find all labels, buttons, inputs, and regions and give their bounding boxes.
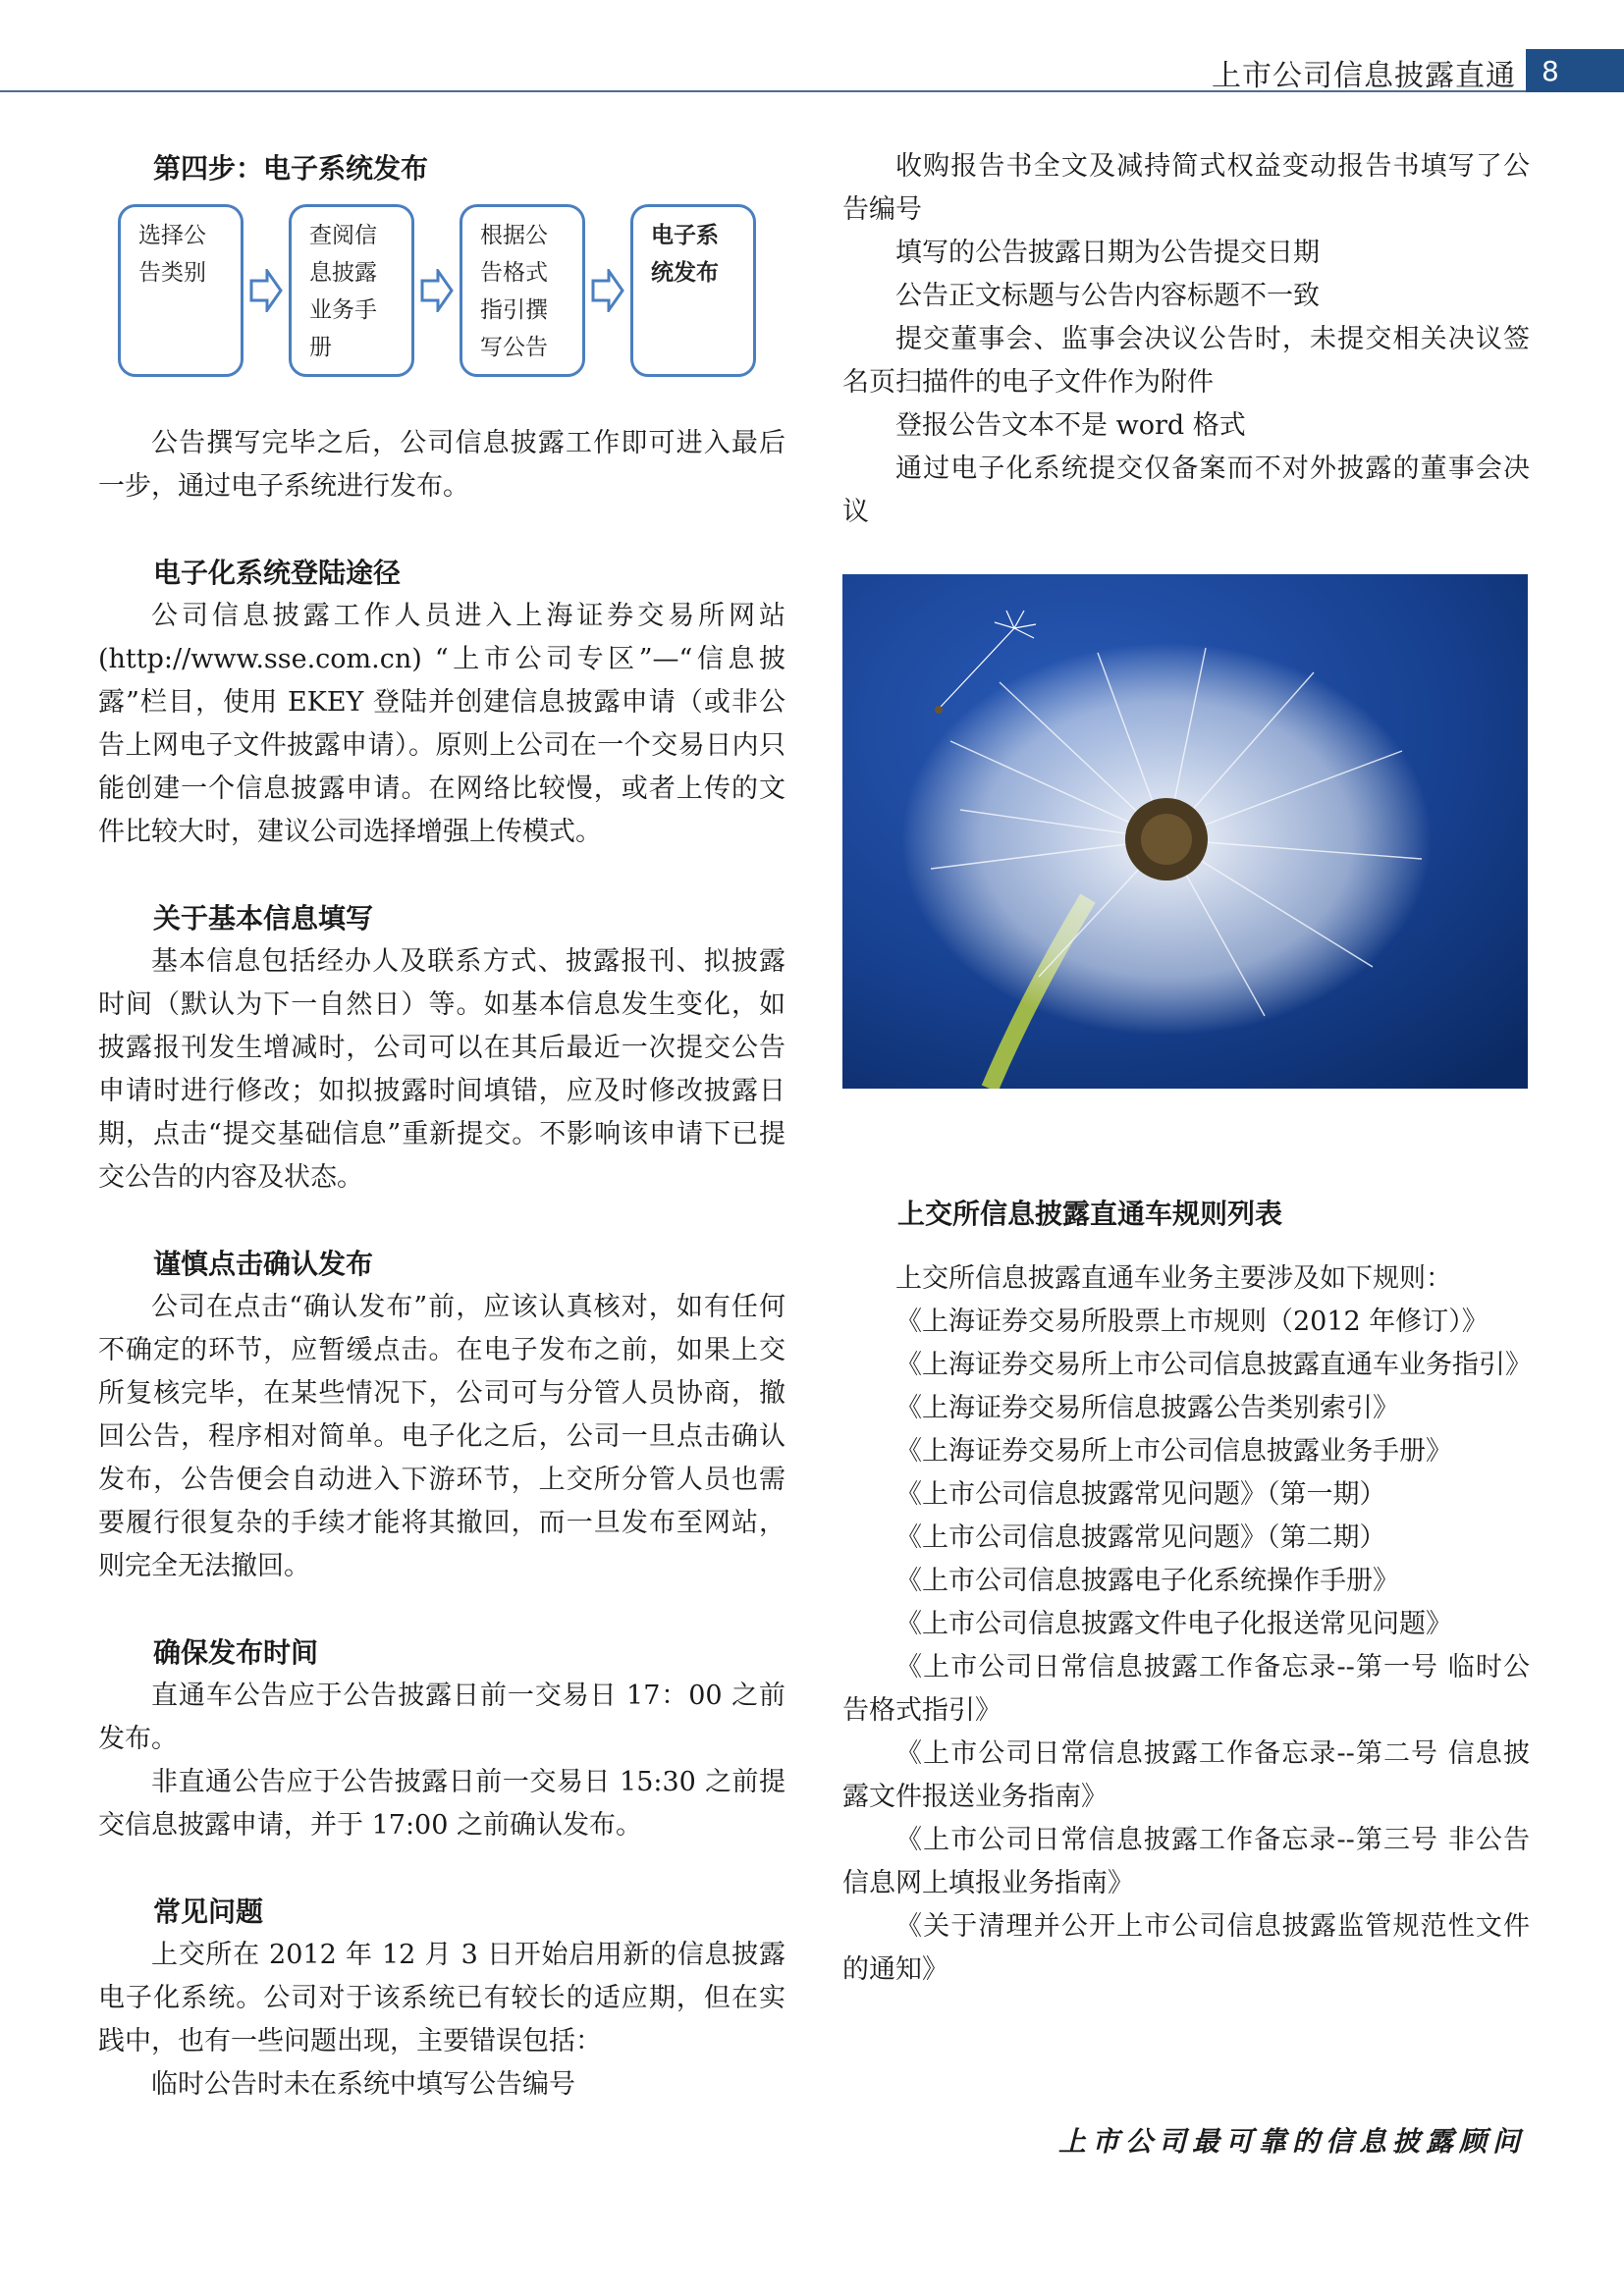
footer-slogan: 上市公司最可靠的信息披露顾问	[1057, 2125, 1526, 2158]
rule-item: 《上海证券交易所股票上市规则（2012 年修订）》	[895, 1307, 1489, 1337]
rules-section	[842, 1193, 1530, 1992]
left-column	[98, 147, 785, 2107]
publish-flow-diagram	[98, 204, 785, 400]
confirm-section-body: 公司在点击“确认发布”前，应该认真核对，如有任何不确定的环节，应暂缓点击。在电子发布之前，如果上交所复核完毕，在某些情况下，公司可与分管人员协商，撤回公告，程序相对简单。电子化之后，公司一旦点击确认发布，公告便会自动进入下游环节，上交所分管人员也需要履行很复杂的手续才能将其撤回，而一旦发布至网站，则完全无法撤回。	[98, 1292, 785, 1581]
rule-item: 《上海证券交易所上市公司信息披露业务手册》	[895, 1436, 1452, 1467]
faq-error-item: 临时公告时未在系统中填写公告编号	[151, 2069, 575, 2100]
time-section-body-1: 直通车公告应于公告披露日前一交易日 17：00 之前发布。	[98, 1681, 785, 1754]
intro-paragraph: 公告撰写完毕之后，公司信息披露工作即可进入最后一步，通过电子系统进行发布。	[98, 428, 785, 502]
rule-item: 《上市公司信息披露电子化系统操作手册》	[895, 1566, 1399, 1596]
rules-title: 上交所信息披露直通车规则列表	[897, 1198, 1283, 1230]
flow-arrow-icon	[249, 269, 283, 312]
error-item: 通过电子化系统提交仅备案而不对外披露的董事会决议	[842, 454, 1530, 527]
rule-item: 《上海证券交易所上市公司信息披露直通车业务指引》	[895, 1350, 1532, 1380]
flow-step-2: 查阅信息披露业务手册	[289, 204, 414, 377]
flow-step-1: 选择公告类别	[118, 204, 244, 377]
running-header-title: 上市公司信息披露直通	[1212, 59, 1516, 93]
error-item: 收购报告书全文及减持简式权益变动报告书填写了公告编号	[842, 151, 1530, 225]
rule-item: 《上市公司日常信息披露工作备忘录--第二号 信息披露文件报送业务指南》	[842, 1738, 1530, 1812]
rules-intro: 上交所信息披露直通车业务主要涉及如下规则：	[895, 1263, 1452, 1294]
login-section-body: 公司信息披露工作人员进入上海证券交易所网站(http://www.sse.com.cn) “上市公司专区”—“信息披露”栏目，使用 EKEY 登陆并创建信息披露申请（或非公告上网电子文件披露申请）。原则上公司在一个交易日内只能创建一个信息披露申请。在网络比较慢，或者上传的文件比较大时，建议公司选择增强上传模式。	[98, 601, 785, 847]
rule-item: 《上市公司日常信息披露工作备忘录--第三号 非公告信息网上填报业务指南》	[842, 1825, 1530, 1898]
basic-info-section-body: 基本信息包括经办人及联系方式、披露报刊、拟披露时间（默认为下一自然日）等。如基本信息发生变化，如披露报刊发生增减时，公司可以在其后最近一次提交公告申请时进行修改；如拟披露时间填错，应及时修改披露日期，点击“提交基础信息”重新提交。不影响该申请下已提交公告的内容及状态。	[98, 946, 785, 1193]
flow-arrow-icon	[591, 269, 624, 312]
time-section-body-2: 非直通公告应于公告披露日前一交易日 15:30 之前提交信息披露申请，并于 17:00 之前确认发布。	[98, 1767, 785, 1841]
confirm-section-title: 谨慎点击确认发布	[153, 1248, 374, 1280]
rule-item: 《关于清理并公开上市公司信息披露监管规范性文件的通知》	[842, 1911, 1530, 1985]
error-item: 提交董事会、监事会决议公告时，未提交相关决议签名页扫描件的电子文件作为附件	[842, 324, 1530, 398]
rule-item: 《上市公司信息披露文件电子化报送常见问题》	[895, 1609, 1452, 1639]
error-item: 填写的公告披露日期为公告提交日期	[895, 238, 1320, 268]
flow-arrow-icon	[420, 269, 454, 312]
basic-info-section-title: 关于基本信息填写	[153, 902, 374, 934]
faq-section-body: 上交所在 2012 年 12 月 3 日开始启用新的信息披露电子化系统。公司对于该系统已有较长的适应期，但在实践中，也有一些问题出现，主要错误包括：	[98, 1940, 785, 2056]
flow-step-4: 电子系统发布	[630, 204, 756, 377]
login-section-title: 电子化系统登陆途径	[153, 557, 402, 589]
dandelion-photo	[842, 574, 1528, 1089]
rule-item: 《上海证券交易所信息披露公告类别索引》	[895, 1393, 1399, 1423]
faq-section-title: 常见问题	[153, 1896, 264, 1928]
flow-step-3: 根据公告格式指引撰写公告	[460, 204, 585, 377]
rule-item: 《上市公司日常信息披露工作备忘录--第一号 临时公告格式指引》	[842, 1652, 1530, 1726]
error-item: 公告正文标题与公告内容标题不一致	[895, 281, 1320, 311]
rule-item: 《上市公司信息披露常见问题》（第一期）	[895, 1479, 1386, 1510]
step4-title: 第四步：电子系统发布	[153, 152, 429, 185]
right-column-errors	[842, 145, 1530, 534]
page-number-badge: 8	[1526, 49, 1624, 92]
error-item: 登报公告文本不是 word 格式	[895, 410, 1246, 441]
rule-item: 《上市公司信息披露常见问题》（第二期）	[895, 1522, 1386, 1553]
time-section-title: 确保发布时间	[153, 1636, 319, 1669]
